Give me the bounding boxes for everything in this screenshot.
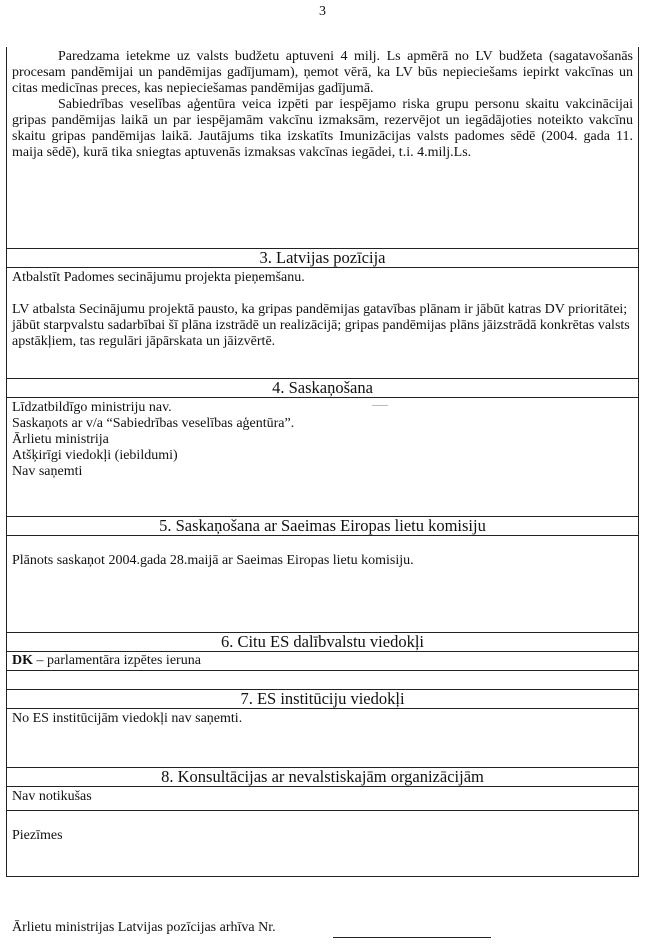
other-states-body-row <box>7 652 639 671</box>
budget-impact-cell <box>7 47 639 249</box>
other-states-body <box>7 652 639 671</box>
latvia-position-paragraph: LV atbalsta Secinājumu projektā pausto, ka gripas pandēmijas gatavības plānam ir jābūt katras DV prioritātei; jābūt starpvalstu sadarbībai šī plāna izstrādē un realizācijā; gripas pandēmijas plāns jāizstrādā konkrētas valsts apstākļiem, tas regulāri jāpārskata un jāizvērtē. <box>12 302 630 349</box>
page-number: 3 <box>319 4 326 19</box>
coordination-line-2: Saskaņots ar v/a “Sabiedrības veselības aģentūra”. <box>12 416 295 431</box>
ngo-body-row <box>7 787 639 811</box>
position-table <box>6 47 639 877</box>
institutions-text: No ES institūcijām viedokļi nav saņemti. <box>12 711 243 726</box>
coordination-line-5: Nav saņemti <box>12 464 83 479</box>
saeima-text: Plānots saskaņot 2004.gada 28.maijā ar Saeimas Eiropas lietu komisiju. <box>12 553 414 568</box>
coordination-header-row <box>7 379 639 398</box>
latvia-position-body <box>7 268 639 379</box>
country-code: DK <box>12 653 33 668</box>
institutions-body <box>7 709 639 768</box>
budget-impact-row <box>7 47 639 249</box>
other-states-spacer <box>7 671 639 690</box>
latvia-position-header-row <box>7 249 639 268</box>
budget-paragraph-2: Sabiedrības veselības aģentūra veica izpēti par iespējamo riska grupu personu skaitu vakcinācijai gripas pandēmijas laikā un par iespējamām vakcīnu izmaksām, rezervējot un iegādājoties noteikto vakcīnu skaitu gripas pandēmijas laikā. Jautājums tika izskatīts Imunizācijas valsts padomes sēdē (2004. gada 11. maija sēdē), kurā tika sniegtas aptuvenās izmaksas vakcīnas iegādei, t.i. 4.milj.Ls. <box>12 97 633 160</box>
saeima-body <box>7 536 639 633</box>
ngo-title: 8. Konsultācijas ar nevalstiskajām organizācijām <box>7 768 639 787</box>
latvia-position-line: Atbalstīt Padomes secinājumu projekta pieņemšanu. <box>12 270 305 285</box>
institutions-body-row <box>7 709 639 768</box>
notes-cell <box>7 811 639 877</box>
ngo-text: Nav notikušas <box>12 789 92 804</box>
ngo-body <box>7 787 639 811</box>
coordination-body-row <box>7 398 639 517</box>
institutions-header-row <box>7 690 639 709</box>
other-states-header-row <box>7 633 639 652</box>
latvia-position-title: 3. Latvijas pozīcija <box>7 249 639 268</box>
other-states-text: – parlamentāra izpētes ieruna <box>33 653 201 668</box>
latvia-position-body-row <box>7 268 639 379</box>
budget-paragraph-1: Paredzama ietekme uz valsts budžetu aptuveni 4 milj. Ls apmērā no LV budžeta (sagatavošanās procesam pandēmijai un pandēmijas gadījumam), ņemot vērā, ka LV būs nepieciešams iepirkt vakcīnas un citas medicīnas preces, kas nepieciešamas pandēmijas gadījumā. <box>12 49 633 96</box>
notes-label: Piezīmes <box>12 828 63 843</box>
coordination-line-4: Atšķirīgi viedokļi (iebildumi) <box>12 448 178 463</box>
saeima-body-row <box>7 536 639 633</box>
notes-row <box>7 811 639 877</box>
faint-pen-mark <box>372 405 388 406</box>
other-states-title: 6. Citu ES dalībvalstu viedokļi <box>7 633 639 652</box>
saeima-title: 5. Saskaņošana ar Saeimas Eiropas lietu komisiju <box>7 517 639 536</box>
saeima-header-row <box>7 517 639 536</box>
coordination-line-3: Ārlietu ministrija <box>12 432 109 447</box>
coordination-line-1: Līdzatbildīgo ministriju nav. <box>12 400 172 415</box>
archive-number-blank <box>333 937 491 938</box>
institutions-title: 7. ES institūciju viedokļi <box>7 690 639 709</box>
ngo-header-row <box>7 768 639 787</box>
coordination-title: 4. Saskaņošana <box>7 379 639 398</box>
archive-number-label: Ārlietu ministrijas Latvijas pozīcijas arhīva Nr. <box>12 920 276 935</box>
coordination-body <box>7 398 639 517</box>
other-states-spacer-row <box>7 671 639 690</box>
